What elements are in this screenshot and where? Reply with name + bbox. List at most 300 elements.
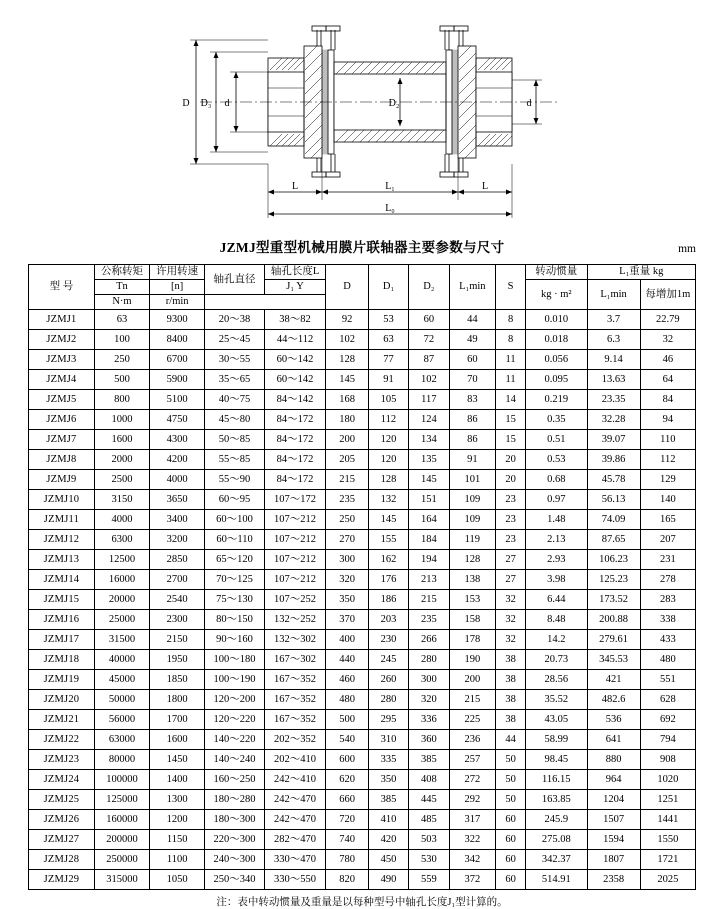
cell-value: 0.53 (525, 450, 587, 470)
dim-label-D: D (182, 98, 190, 109)
cell-value: 128 (326, 350, 368, 370)
cell-value: 0.095 (525, 370, 587, 390)
cell-value: 27 (496, 570, 526, 590)
cell-value: 2.93 (525, 550, 587, 570)
cell-value: 155 (368, 530, 408, 550)
cell-value: 60～110 (205, 530, 264, 550)
cell-value: 500 (94, 370, 149, 390)
cell-value: 63 (368, 330, 408, 350)
cell-value: 2150 (150, 630, 205, 650)
cell-value: 100 (94, 330, 149, 350)
th-bore-span (205, 295, 326, 310)
cell-value: 551 (640, 670, 695, 690)
cell-value: 202～410 (264, 750, 326, 770)
cell-value: 60～142 (264, 350, 326, 370)
cell-value: 27 (496, 550, 526, 570)
cell-value: 20 (496, 450, 526, 470)
cell-value: 105 (368, 390, 408, 410)
table-row (29, 750, 696, 770)
cell-value: 23 (496, 490, 526, 510)
cell-value: 0.219 (525, 390, 587, 410)
table-body (29, 310, 696, 890)
cell-value: 242～410 (264, 770, 326, 790)
cell-value: 1700 (150, 710, 205, 730)
cell-value: 120 (368, 450, 408, 470)
table-row (29, 410, 696, 430)
cell-value: 260 (368, 670, 408, 690)
cell-value: 107～212 (264, 570, 326, 590)
table-row (29, 730, 696, 750)
cell-value: 91 (449, 450, 496, 470)
dim-label-L0: L₀ (385, 203, 395, 214)
cell-value: 3.98 (525, 570, 587, 590)
cell-value: 338 (640, 610, 695, 630)
cell-value: 320 (409, 690, 449, 710)
cell-value: 129 (640, 470, 695, 490)
cell-value: 63 (94, 310, 149, 330)
th-weight-min: L₁min (587, 280, 640, 310)
cell-value: 158 (449, 610, 496, 630)
th-D1: D₁ (368, 265, 408, 310)
cell-value: 44 (496, 730, 526, 750)
cell-value: 235 (409, 610, 449, 630)
cell-value: 880 (587, 750, 640, 770)
technical-drawing (0, 0, 724, 232)
cell-value: 16000 (94, 570, 149, 590)
cell-value: 205 (326, 450, 368, 470)
cell-value: 60 (496, 850, 526, 870)
dim-label-d-right: d (526, 98, 532, 109)
cell-value: 107～172 (264, 490, 326, 510)
cell-value: 50000 (94, 690, 149, 710)
cell-value: 84～172 (264, 430, 326, 450)
cell-value: 1950 (150, 650, 205, 670)
cell-value: 87 (409, 350, 449, 370)
cell-value: 138 (449, 570, 496, 590)
cell-value: 63000 (94, 730, 149, 750)
cell-value: 9300 (150, 310, 205, 330)
dim-label-D2: D₂ (388, 98, 400, 109)
cell-value: 50 (496, 750, 526, 770)
cell-value: 20 (496, 470, 526, 490)
th-L1min: L₁min (449, 265, 496, 310)
cell-model: JZMJ11 (29, 510, 95, 530)
table-row (29, 370, 696, 390)
cell-value: 109 (449, 490, 496, 510)
cell-value: 38 (496, 690, 526, 710)
cell-value: 145 (409, 470, 449, 490)
cell-model: JZMJ23 (29, 750, 95, 770)
cell-value: 90～160 (205, 630, 264, 650)
cell-value: 3150 (94, 490, 149, 510)
cell-value: 1300 (150, 790, 205, 810)
cell-value: 4000 (150, 470, 205, 490)
cell-value: 167～352 (264, 670, 326, 690)
cell-value: 164 (409, 510, 449, 530)
cell-value: 120～200 (205, 690, 264, 710)
cell-value: 421 (587, 670, 640, 690)
cell-value: 23 (496, 530, 526, 550)
cell-value: 692 (640, 710, 695, 730)
table-row (29, 310, 696, 330)
cell-value: 641 (587, 730, 640, 750)
cell-value: 2850 (150, 550, 205, 570)
th-model: 型 号 (29, 265, 95, 310)
cell-value: 250000 (94, 850, 149, 870)
cell-value: 220～300 (205, 830, 264, 850)
cell-value: 80000 (94, 750, 149, 770)
cell-value: 282～470 (264, 830, 326, 850)
cell-value: 908 (640, 750, 695, 770)
cell-value: 32 (640, 330, 695, 350)
cell-value: 278 (640, 570, 695, 590)
table-row (29, 430, 696, 450)
cell-value: 32 (496, 630, 526, 650)
cell-value: 320 (326, 570, 368, 590)
cell-model: JZMJ22 (29, 730, 95, 750)
th-speed-sym: [n] (150, 280, 205, 295)
cell-value: 370 (326, 610, 368, 630)
table-row (29, 610, 696, 630)
th-S: S (496, 265, 526, 310)
cell-value: 45000 (94, 670, 149, 690)
cell-value: 109 (449, 510, 496, 530)
cell-value: 200.88 (587, 610, 640, 630)
cell-value: 300 (326, 550, 368, 570)
cell-value: 110 (640, 430, 695, 450)
cell-value: 100～190 (205, 670, 264, 690)
cell-model: JZMJ21 (29, 710, 95, 730)
cell-value: 4000 (94, 510, 149, 530)
specification-table (28, 264, 696, 890)
cell-value: 30～55 (205, 350, 264, 370)
cell-value: 84～172 (264, 450, 326, 470)
cell-model: JZMJ6 (29, 410, 95, 430)
cell-value: 184 (409, 530, 449, 550)
cell-value: 45～80 (205, 410, 264, 430)
cell-value: 372 (449, 870, 496, 890)
cell-value: 2025 (640, 870, 695, 890)
cell-value: 279.61 (587, 630, 640, 650)
cell-value: 3650 (150, 490, 205, 510)
cell-value: 190 (449, 650, 496, 670)
cell-value: 50 (496, 770, 526, 790)
cell-value: 134 (409, 430, 449, 450)
cell-value: 32.28 (587, 410, 640, 430)
cell-model: JZMJ20 (29, 690, 95, 710)
cell-value: 200 (449, 670, 496, 690)
cell-value: 56000 (94, 710, 149, 730)
cell-value: 160～250 (205, 770, 264, 790)
cell-value: 1251 (640, 790, 695, 810)
cell-value: 2358 (587, 870, 640, 890)
cell-value: 315000 (94, 870, 149, 890)
cell-value: 140～240 (205, 750, 264, 770)
cell-value: 23 (496, 510, 526, 530)
cell-value: 203 (368, 610, 408, 630)
cell-value: 400 (326, 630, 368, 650)
cell-value: 245.9 (525, 810, 587, 830)
cell-value: 178 (449, 630, 496, 650)
cell-value: 153 (449, 590, 496, 610)
cell-value: 345.53 (587, 650, 640, 670)
cell-value: 55～85 (205, 450, 264, 470)
table-row (29, 490, 696, 510)
cell-value: 720 (326, 810, 368, 830)
header-row-1 (29, 265, 696, 280)
cell-value: 360 (409, 730, 449, 750)
cell-value: 40000 (94, 650, 149, 670)
dim-label-L1: L₁ (385, 181, 395, 192)
cell-model: JZMJ9 (29, 470, 95, 490)
table-row (29, 530, 696, 550)
cell-value: 295 (368, 710, 408, 730)
cell-value: 1441 (640, 810, 695, 830)
cell-model: JZMJ4 (29, 370, 95, 390)
cell-value: 135 (409, 450, 449, 470)
cell-value: 280 (368, 690, 408, 710)
cell-value: 125.23 (587, 570, 640, 590)
cell-value: 15 (496, 430, 526, 450)
cell-value: 530 (409, 850, 449, 870)
cell-value: 35～65 (205, 370, 264, 390)
th-weight-add: 每增加1m (640, 280, 695, 310)
cell-value: 250 (94, 350, 149, 370)
cell-value: 200 (326, 430, 368, 450)
cell-value: 350 (326, 590, 368, 610)
cell-value: 102 (326, 330, 368, 350)
th-inertia-cn: 转动惯量 (525, 265, 587, 280)
cell-value: 964 (587, 770, 640, 790)
cell-value: 408 (409, 770, 449, 790)
cell-value: 0.056 (525, 350, 587, 370)
cell-value: 77 (368, 350, 408, 370)
dim-label-L-right: L (481, 181, 489, 192)
cell-value: 180～280 (205, 790, 264, 810)
cell-value: 482.6 (587, 690, 640, 710)
cell-value: 1204 (587, 790, 640, 810)
cell-value: 236 (449, 730, 496, 750)
cell-value: 102 (409, 370, 449, 390)
cell-value: 38 (496, 710, 526, 730)
cell-value: 317 (449, 810, 496, 830)
cell-value: 5900 (150, 370, 205, 390)
cell-value: 60～142 (264, 370, 326, 390)
cell-value: 272 (449, 770, 496, 790)
th-bore-dia: 轴孔直径 (205, 265, 264, 295)
cell-value: 257 (449, 750, 496, 770)
cell-model: JZMJ12 (29, 530, 95, 550)
cell-value: 20000 (94, 590, 149, 610)
table-row (29, 450, 696, 470)
cell-value: 1450 (150, 750, 205, 770)
cell-value: 39.86 (587, 450, 640, 470)
cell-value: 350 (368, 770, 408, 790)
cell-value: 49 (449, 330, 496, 350)
cell-value: 120 (368, 430, 408, 450)
cell-value: 540 (326, 730, 368, 750)
cell-value: 1150 (150, 830, 205, 850)
dim-label-D3: D₃ (200, 98, 212, 109)
cell-value: 4200 (150, 450, 205, 470)
cell-model: JZMJ14 (29, 570, 95, 590)
table-row (29, 770, 696, 790)
cell-value: 194 (409, 550, 449, 570)
cell-value: 240～300 (205, 850, 264, 870)
cell-value: 83 (449, 390, 496, 410)
th-torque-unit: N·m (94, 295, 149, 310)
cell-value: 72 (409, 330, 449, 350)
cell-value: 56.13 (587, 490, 640, 510)
cell-value: 107～212 (264, 530, 326, 550)
cell-value: 3200 (150, 530, 205, 550)
table-row (29, 510, 696, 530)
cell-value: 167～302 (264, 650, 326, 670)
cell-value: 6.3 (587, 330, 640, 350)
cell-value: 250 (326, 510, 368, 530)
cell-value: 75～130 (205, 590, 264, 610)
cell-value: 460 (326, 670, 368, 690)
cell-value: 100～180 (205, 650, 264, 670)
cell-value: 9.14 (587, 350, 640, 370)
cell-model: JZMJ16 (29, 610, 95, 630)
th-torque-cn: 公称转矩 (94, 265, 149, 280)
cell-value: 145 (326, 370, 368, 390)
cell-value: 45.78 (587, 470, 640, 490)
cell-value: 0.010 (525, 310, 587, 330)
cell-model: JZMJ2 (29, 330, 95, 350)
table-row (29, 330, 696, 350)
cell-value: 38～82 (264, 310, 326, 330)
cell-model: JZMJ18 (29, 650, 95, 670)
cell-value: 480 (640, 650, 695, 670)
cell-model: JZMJ26 (29, 810, 95, 830)
cell-value: 84～172 (264, 470, 326, 490)
cell-value: 32 (496, 590, 526, 610)
th-D2: D₂ (409, 265, 449, 310)
cell-value: 98.45 (525, 750, 587, 770)
cell-value: 1600 (94, 430, 149, 450)
cell-value: 8.48 (525, 610, 587, 630)
th-bore-len: 轴孔长度L (264, 265, 326, 280)
cell-value: 44 (449, 310, 496, 330)
cell-value: 335 (368, 750, 408, 770)
cell-value: 70 (449, 370, 496, 390)
cell-value: 1.48 (525, 510, 587, 530)
cell-value: 116.15 (525, 770, 587, 790)
cell-value: 200000 (94, 830, 149, 850)
cell-value: 336 (409, 710, 449, 730)
cell-value: 2300 (150, 610, 205, 630)
cell-value: 70～125 (205, 570, 264, 590)
cell-value: 536 (587, 710, 640, 730)
cell-value: 94 (640, 410, 695, 430)
cell-value: 44～112 (264, 330, 326, 350)
cell-value: 450 (368, 850, 408, 870)
cell-value: 342.37 (525, 850, 587, 870)
cell-model: JZMJ29 (29, 870, 95, 890)
cell-value: 55～90 (205, 470, 264, 490)
cell-value: 385 (368, 790, 408, 810)
cell-value: 485 (409, 810, 449, 830)
cell-value: 266 (409, 630, 449, 650)
cell-value: 65～120 (205, 550, 264, 570)
cell-value: 60 (496, 810, 526, 830)
table-row (29, 630, 696, 650)
table-row (29, 710, 696, 730)
dim-label-L-left: L (291, 181, 299, 192)
cell-value: 800 (94, 390, 149, 410)
cell-value: 86 (449, 430, 496, 450)
cell-value: 8400 (150, 330, 205, 350)
cell-value: 1050 (150, 870, 205, 890)
table-row (29, 570, 696, 590)
cell-value: 6700 (150, 350, 205, 370)
cell-value: 39.07 (587, 430, 640, 450)
cell-value: 140～220 (205, 730, 264, 750)
cell-value: 2.13 (525, 530, 587, 550)
cell-value: 2540 (150, 590, 205, 610)
cell-value: 120～220 (205, 710, 264, 730)
cell-value: 1000 (94, 410, 149, 430)
title-row (0, 236, 724, 256)
cell-value: 107～212 (264, 550, 326, 570)
cell-value: 100000 (94, 770, 149, 790)
cell-model: JZMJ25 (29, 790, 95, 810)
cell-value: 1400 (150, 770, 205, 790)
cell-value: 250～340 (205, 870, 264, 890)
cell-value: 60 (496, 870, 526, 890)
cell-value: 15 (496, 410, 526, 430)
cell-value: 163.85 (525, 790, 587, 810)
cell-value: 1807 (587, 850, 640, 870)
th-torque-sym: Tn (94, 280, 149, 295)
cell-value: 231 (640, 550, 695, 570)
cell-value: 2700 (150, 570, 205, 590)
cell-value: 12500 (94, 550, 149, 570)
cell-value: 132 (368, 490, 408, 510)
cell-value: 140 (640, 490, 695, 510)
cell-value: 620 (326, 770, 368, 790)
cell-model: JZMJ5 (29, 390, 95, 410)
cell-value: 176 (368, 570, 408, 590)
cell-value: 22.79 (640, 310, 695, 330)
cell-value: 820 (326, 870, 368, 890)
cell-value: 145 (368, 510, 408, 530)
cell-value: 0.51 (525, 430, 587, 450)
cell-value: 2000 (94, 450, 149, 470)
cell-value: 1721 (640, 850, 695, 870)
cell-value: 20～38 (205, 310, 264, 330)
cell-model: JZMJ27 (29, 830, 95, 850)
cell-value: 124 (409, 410, 449, 430)
cell-value: 660 (326, 790, 368, 810)
cell-model: JZMJ13 (29, 550, 95, 570)
cell-value: 202～352 (264, 730, 326, 750)
table-row (29, 390, 696, 410)
cell-value: 794 (640, 730, 695, 750)
cell-value: 87.65 (587, 530, 640, 550)
cell-value: 46 (640, 350, 695, 370)
cell-value: 40～75 (205, 390, 264, 410)
cell-value: 160000 (94, 810, 149, 830)
table-row (29, 590, 696, 610)
cell-value: 35.52 (525, 690, 587, 710)
cell-model: JZMJ8 (29, 450, 95, 470)
cell-value: 385 (409, 750, 449, 770)
cell-value: 1800 (150, 690, 205, 710)
cell-value: 167～352 (264, 690, 326, 710)
